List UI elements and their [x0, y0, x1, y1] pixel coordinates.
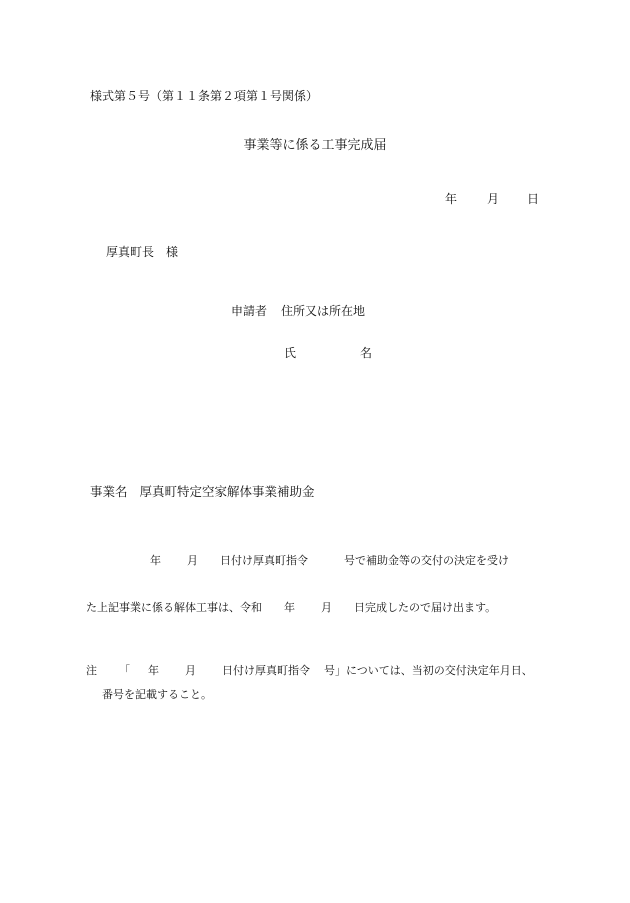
- completion-year-label: 年: [284, 601, 295, 614]
- note-line-1-rest: 号」については、当初の交付決定年月日、: [324, 664, 533, 677]
- body-line-1: [150, 555, 509, 566]
- submission-date: [445, 193, 539, 205]
- body-day-reference: 日付け厚真町指令: [220, 554, 308, 567]
- applicant-name-label-2: 名: [360, 346, 373, 360]
- note-line-2: 番号を記載すること。: [102, 688, 212, 701]
- applicant-name-row: [284, 347, 372, 359]
- note-open-quote: 「: [119, 664, 130, 677]
- note-month-label: 月: [185, 664, 196, 677]
- applicant-name-label-1: 氏: [284, 346, 297, 360]
- document-title: 事業等に係る工事完成届: [243, 138, 387, 153]
- note-day-reference: 日付け厚真町指令: [222, 664, 310, 677]
- project-label: 事業名: [90, 484, 128, 499]
- note-line-1: [86, 665, 533, 676]
- body-line-1-rest: 号で補助金等の交付の決定を受け: [344, 554, 509, 567]
- completion-month-label: 月: [321, 601, 332, 614]
- body-month-label: 月: [187, 554, 198, 567]
- body-line-2: [86, 602, 496, 613]
- date-day-label: 日: [527, 192, 540, 206]
- note-year-label: 年: [148, 664, 159, 677]
- addressee: 厚真町長 様: [106, 245, 179, 259]
- body-line-2-rest: 日完成したので届け出ます。: [354, 601, 497, 614]
- form-number: 様式第５号（第１１条第２項第１号関係）: [90, 89, 319, 103]
- applicant-address-label: 住所又は所在地: [281, 304, 366, 318]
- body-line-2-start: た上記事業に係る解体工事は、令和: [86, 601, 262, 614]
- project-name-row: [90, 486, 315, 499]
- date-year-label: 年: [445, 192, 458, 206]
- note-label: 注: [86, 664, 97, 677]
- project-name: 厚真町特定空家解体事業補助金: [139, 484, 315, 499]
- date-month-label: 月: [487, 192, 500, 206]
- applicant-role-label: 申請者: [231, 304, 268, 318]
- applicant-address-row: [231, 305, 365, 317]
- body-year-label: 年: [150, 554, 161, 567]
